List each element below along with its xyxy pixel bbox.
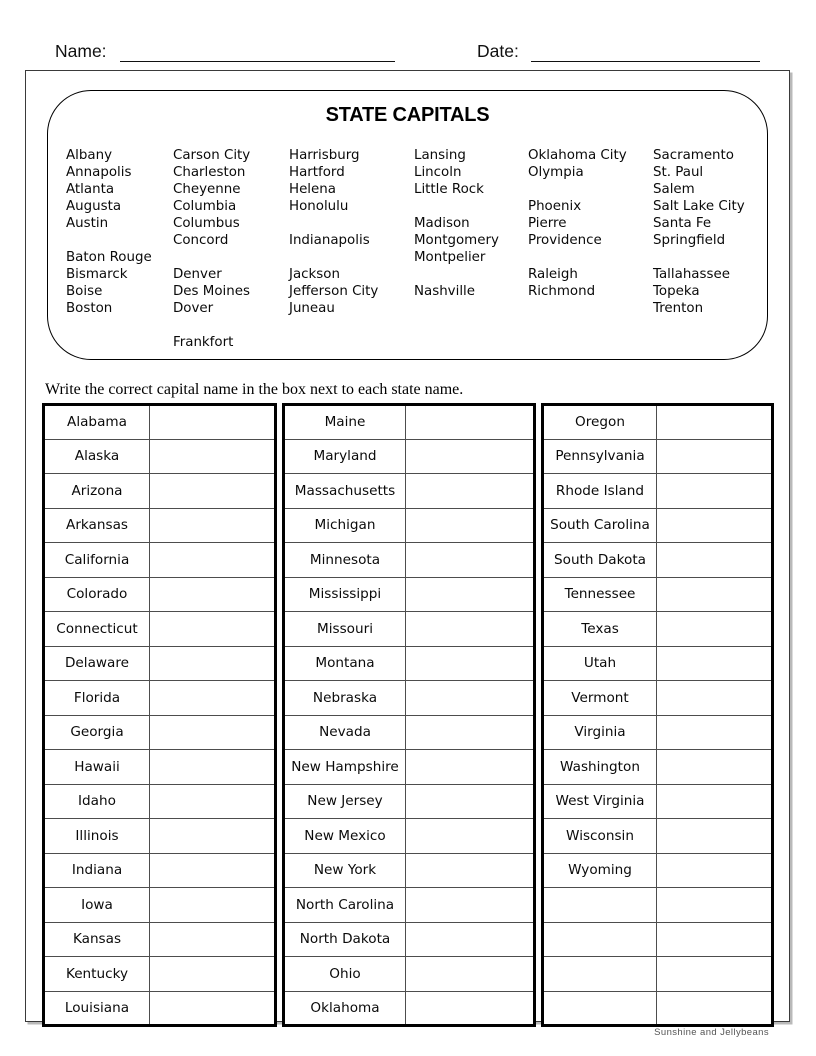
state-cell: North Carolina [284,888,406,923]
empty-state-cell [543,991,657,1026]
table-row [44,991,276,1026]
answer-cell[interactable] [657,405,773,440]
table-row [284,577,535,612]
answer-cell[interactable] [406,577,535,612]
answer-cell[interactable] [657,646,773,681]
state-cell: Virginia [543,715,657,750]
answer-cell[interactable] [657,577,773,612]
state-cell: South Carolina [543,508,657,543]
state-cell: South Dakota [543,543,657,578]
state-cell: Texas [543,612,657,647]
answer-cell[interactable] [406,543,535,578]
state-cell: Rhode Island [543,474,657,509]
answer-cell[interactable] [657,543,773,578]
answer-cell[interactable] [150,405,276,440]
table-row [284,543,535,578]
table-row [284,646,535,681]
state-cell: Alaska [44,439,150,474]
answer-cell[interactable] [150,439,276,474]
capital-name: Austin [66,216,109,231]
table-row [284,888,535,923]
state-cell: Nevada [284,715,406,750]
capital-name: Albany [66,148,112,163]
answer-table [42,403,774,1027]
table-row [543,577,773,612]
capital-name: Charleston [173,165,246,180]
state-cell: Kansas [44,922,150,957]
state-cell: Delaware [44,646,150,681]
answer-cell[interactable] [657,888,773,923]
capitals-column [653,147,763,351]
capital-name: Boston [66,301,113,316]
table-row [44,543,276,578]
table-row [284,957,535,992]
capital-name: Madison [414,216,470,231]
state-cell: New Mexico [284,819,406,854]
table-row [543,991,773,1026]
answer-cell[interactable] [150,853,276,888]
capital-name: Columbia [173,199,237,214]
state-cell: Minnesota [284,543,406,578]
capitals-column [289,147,414,351]
capital-name: Atlanta [66,182,115,197]
answer-cell[interactable] [406,405,535,440]
capitals-column [66,147,173,351]
state-cell: Mississippi [284,577,406,612]
capitals-column [528,147,653,351]
table-row [543,681,773,716]
table-row [44,681,276,716]
capital-spacer [653,317,763,334]
table-row [543,819,773,854]
capital-spacer [653,334,763,351]
answer-cell[interactable] [657,922,773,957]
capital-spacer [528,334,653,351]
state-cell: Nebraska [284,681,406,716]
state-cell: North Dakota [284,922,406,957]
state-cell: Washington [543,750,657,785]
capital-name: Nashville [414,284,476,299]
capital-name: Jefferson City [289,284,379,299]
capital-name: Montgomery [414,233,499,248]
capital-name: Phoenix [528,199,582,214]
capital-spacer [66,232,173,249]
empty-state-cell [543,888,657,923]
capital-name: Richmond [528,284,596,299]
table-row [543,853,773,888]
answer-cell[interactable] [406,957,535,992]
table-row [543,474,773,509]
table-row [543,750,773,785]
answer-cell[interactable] [150,957,276,992]
answer-cell[interactable] [657,474,773,509]
capital-name: Pierre [528,216,567,231]
state-cell: Pennsylvania [543,439,657,474]
capital-spacer [66,317,173,334]
capitals-column [173,147,289,351]
answer-cell[interactable] [406,888,535,923]
answer-cell[interactable] [657,715,773,750]
capital-name: Carson City [173,148,251,163]
capital-name: Helena [289,182,336,197]
capital-spacer [653,249,763,266]
table-row [543,439,773,474]
capital-spacer [289,249,414,266]
state-cell: Kentucky [44,957,150,992]
state-cell: Indiana [44,853,150,888]
table-row [44,439,276,474]
answer-cell[interactable] [150,715,276,750]
answer-cell[interactable] [406,784,535,819]
capital-name: Concord [173,233,229,248]
state-cell: Iowa [44,888,150,923]
answer-cell[interactable] [150,612,276,647]
capital-spacer [414,334,528,351]
table-row [284,508,535,543]
answer-cell[interactable] [150,888,276,923]
footer-credit: Sunshine and Jellybeans [654,1027,769,1038]
table-row [44,888,276,923]
capital-name: Raleigh [528,267,578,282]
capital-name: Sacramento [653,148,734,163]
state-cell: Wisconsin [543,819,657,854]
answer-cell[interactable] [150,543,276,578]
state-cell: New York [284,853,406,888]
table-row [284,715,535,750]
table-row [543,508,773,543]
empty-state-cell [543,922,657,957]
table-row [543,784,773,819]
state-cell: California [44,543,150,578]
table-row [44,957,276,992]
state-cell: New Jersey [284,784,406,819]
capital-name: Lansing [414,148,466,163]
state-cell: Montana [284,646,406,681]
table-row [44,474,276,509]
answer-cell[interactable] [406,853,535,888]
state-cell: Tennessee [543,577,657,612]
capital-spacer [528,181,653,198]
answer-cell[interactable] [657,750,773,785]
capital-spacer [66,334,173,351]
state-cell: Oklahoma [284,991,406,1026]
date-label: Date: [477,41,519,61]
date-blank-line[interactable] [531,61,760,62]
capitals-column [414,147,528,351]
state-cell: West Virginia [543,784,657,819]
state-cell: Maine [284,405,406,440]
answer-table-group [541,403,774,1027]
capital-name: Denver [173,267,222,282]
table-row [44,922,276,957]
table-row [44,819,276,854]
table-row [543,922,773,957]
capital-name: Columbus [173,216,240,231]
capital-name: Montpelier [414,250,486,265]
capital-name: Juneau [289,301,335,316]
answer-cell[interactable] [657,991,773,1026]
table-row [284,439,535,474]
capital-name: Little Rock [414,182,484,197]
state-cell: Arkansas [44,508,150,543]
table-row [543,543,773,578]
capital-name: Topeka [653,284,700,299]
name-label: Name: [55,41,107,61]
capital-name: Indianapolis [289,233,370,248]
table-row [284,819,535,854]
state-cell: Georgia [44,715,150,750]
table-row [44,405,276,440]
state-cell: Ohio [284,957,406,992]
state-cell: Vermont [543,681,657,716]
capital-spacer [173,249,289,266]
table-row [543,646,773,681]
table-row [543,612,773,647]
answer-cell[interactable] [406,646,535,681]
table-row [44,750,276,785]
state-cell: New Hampshire [284,750,406,785]
capital-spacer [289,317,414,334]
table-row [44,577,276,612]
answer-table-group [42,403,277,1027]
capital-name: Trenton [653,301,704,316]
table-row [543,957,773,992]
state-cell: Florida [44,681,150,716]
answer-table-group [282,403,536,1027]
capital-spacer [414,317,528,334]
answer-cell[interactable] [657,612,773,647]
capital-spacer [289,215,414,232]
state-cell: Massachusetts [284,474,406,509]
capital-name: St. Paul [653,165,704,180]
answer-cell[interactable] [657,784,773,819]
state-cell: Illinois [44,819,150,854]
state-cell: Maryland [284,439,406,474]
table-row [44,853,276,888]
answer-cell[interactable] [406,819,535,854]
answer-cell[interactable] [657,439,773,474]
table-row [543,888,773,923]
capital-name: Harrisburg [289,148,360,163]
capital-spacer [528,249,653,266]
table-row [284,405,535,440]
answer-cell[interactable] [150,577,276,612]
empty-state-cell [543,957,657,992]
capital-name: Santa Fe [653,216,712,231]
answer-cell[interactable] [406,991,535,1026]
table-row [284,853,535,888]
capital-spacer [528,317,653,334]
answer-cell[interactable] [150,784,276,819]
capitals-grid [66,147,763,351]
state-cell: Oregon [543,405,657,440]
capital-spacer [173,317,289,334]
answer-cell[interactable] [406,750,535,785]
table-row [284,681,535,716]
state-cell: Arizona [44,474,150,509]
state-cell: Idaho [44,784,150,819]
answer-cell[interactable] [657,957,773,992]
capital-name: Jackson [289,267,340,282]
instruction-text: Write the correct capital name in the box next to each state name. [45,381,464,398]
capital-name: Springfield [653,233,726,248]
answer-cell[interactable] [406,474,535,509]
answer-cell[interactable] [657,508,773,543]
capital-name: Dover [173,301,214,316]
table-row [44,715,276,750]
table-row [44,646,276,681]
capital-spacer [414,300,528,317]
answer-cell[interactable] [150,750,276,785]
capital-name: Hartford [289,165,345,180]
answer-cell[interactable] [150,508,276,543]
answer-cell[interactable] [406,612,535,647]
capital-spacer [414,198,528,215]
table-row [284,474,535,509]
answer-cell[interactable] [150,991,276,1026]
table-row [44,612,276,647]
capital-name: Tallahassee [653,267,730,282]
table-row [543,715,773,750]
state-cell: Colorado [44,577,150,612]
capital-name: Olympia [528,165,584,180]
answer-cell[interactable] [406,439,535,474]
capital-name: Lincoln [414,165,462,180]
table-row [284,612,535,647]
answer-cell[interactable] [150,922,276,957]
capital-name: Salem [653,182,695,197]
capitals-title: STATE CAPITALS [325,104,490,126]
table-row [44,508,276,543]
state-cell: Alabama [44,405,150,440]
capital-name: Salt Lake City [653,199,745,214]
capital-name: Des Moines [173,284,250,299]
table-row [284,922,535,957]
table-row [543,405,773,440]
capital-name: Augusta [66,199,122,214]
state-cell: Missouri [284,612,406,647]
capital-spacer [414,266,528,283]
capital-name: Frankfort [173,335,234,350]
answer-cell[interactable] [406,508,535,543]
capital-name: Bismarck [66,267,128,282]
capital-name: Baton Rouge [66,250,152,265]
capital-name: Boise [66,284,103,299]
answer-cell[interactable] [406,715,535,750]
state-cell: Wyoming [543,853,657,888]
answer-cell[interactable] [406,681,535,716]
table-row [284,991,535,1026]
answer-cell[interactable] [657,853,773,888]
answer-cell[interactable] [657,819,773,854]
capital-name: Cheyenne [173,182,241,197]
capital-name: Oklahoma City [528,148,627,163]
answer-cell[interactable] [150,646,276,681]
table-row [284,750,535,785]
table-row [284,784,535,819]
state-cell: Connecticut [44,612,150,647]
capital-name: Providence [528,233,602,248]
capital-name: Honolulu [289,199,349,214]
capital-name: Annapolis [66,165,132,180]
state-cell: Michigan [284,508,406,543]
state-cell: Utah [543,646,657,681]
table-row [44,784,276,819]
answer-cell[interactable] [406,922,535,957]
state-cell: Hawaii [44,750,150,785]
capitals-word-bank [47,90,768,360]
answer-cell[interactable] [150,474,276,509]
name-blank-line[interactable] [120,61,395,62]
answer-cell[interactable] [150,681,276,716]
answer-cell[interactable] [150,819,276,854]
capital-spacer [528,300,653,317]
answer-cell[interactable] [657,681,773,716]
capital-spacer [289,334,414,351]
state-cell: Louisiana [44,991,150,1026]
